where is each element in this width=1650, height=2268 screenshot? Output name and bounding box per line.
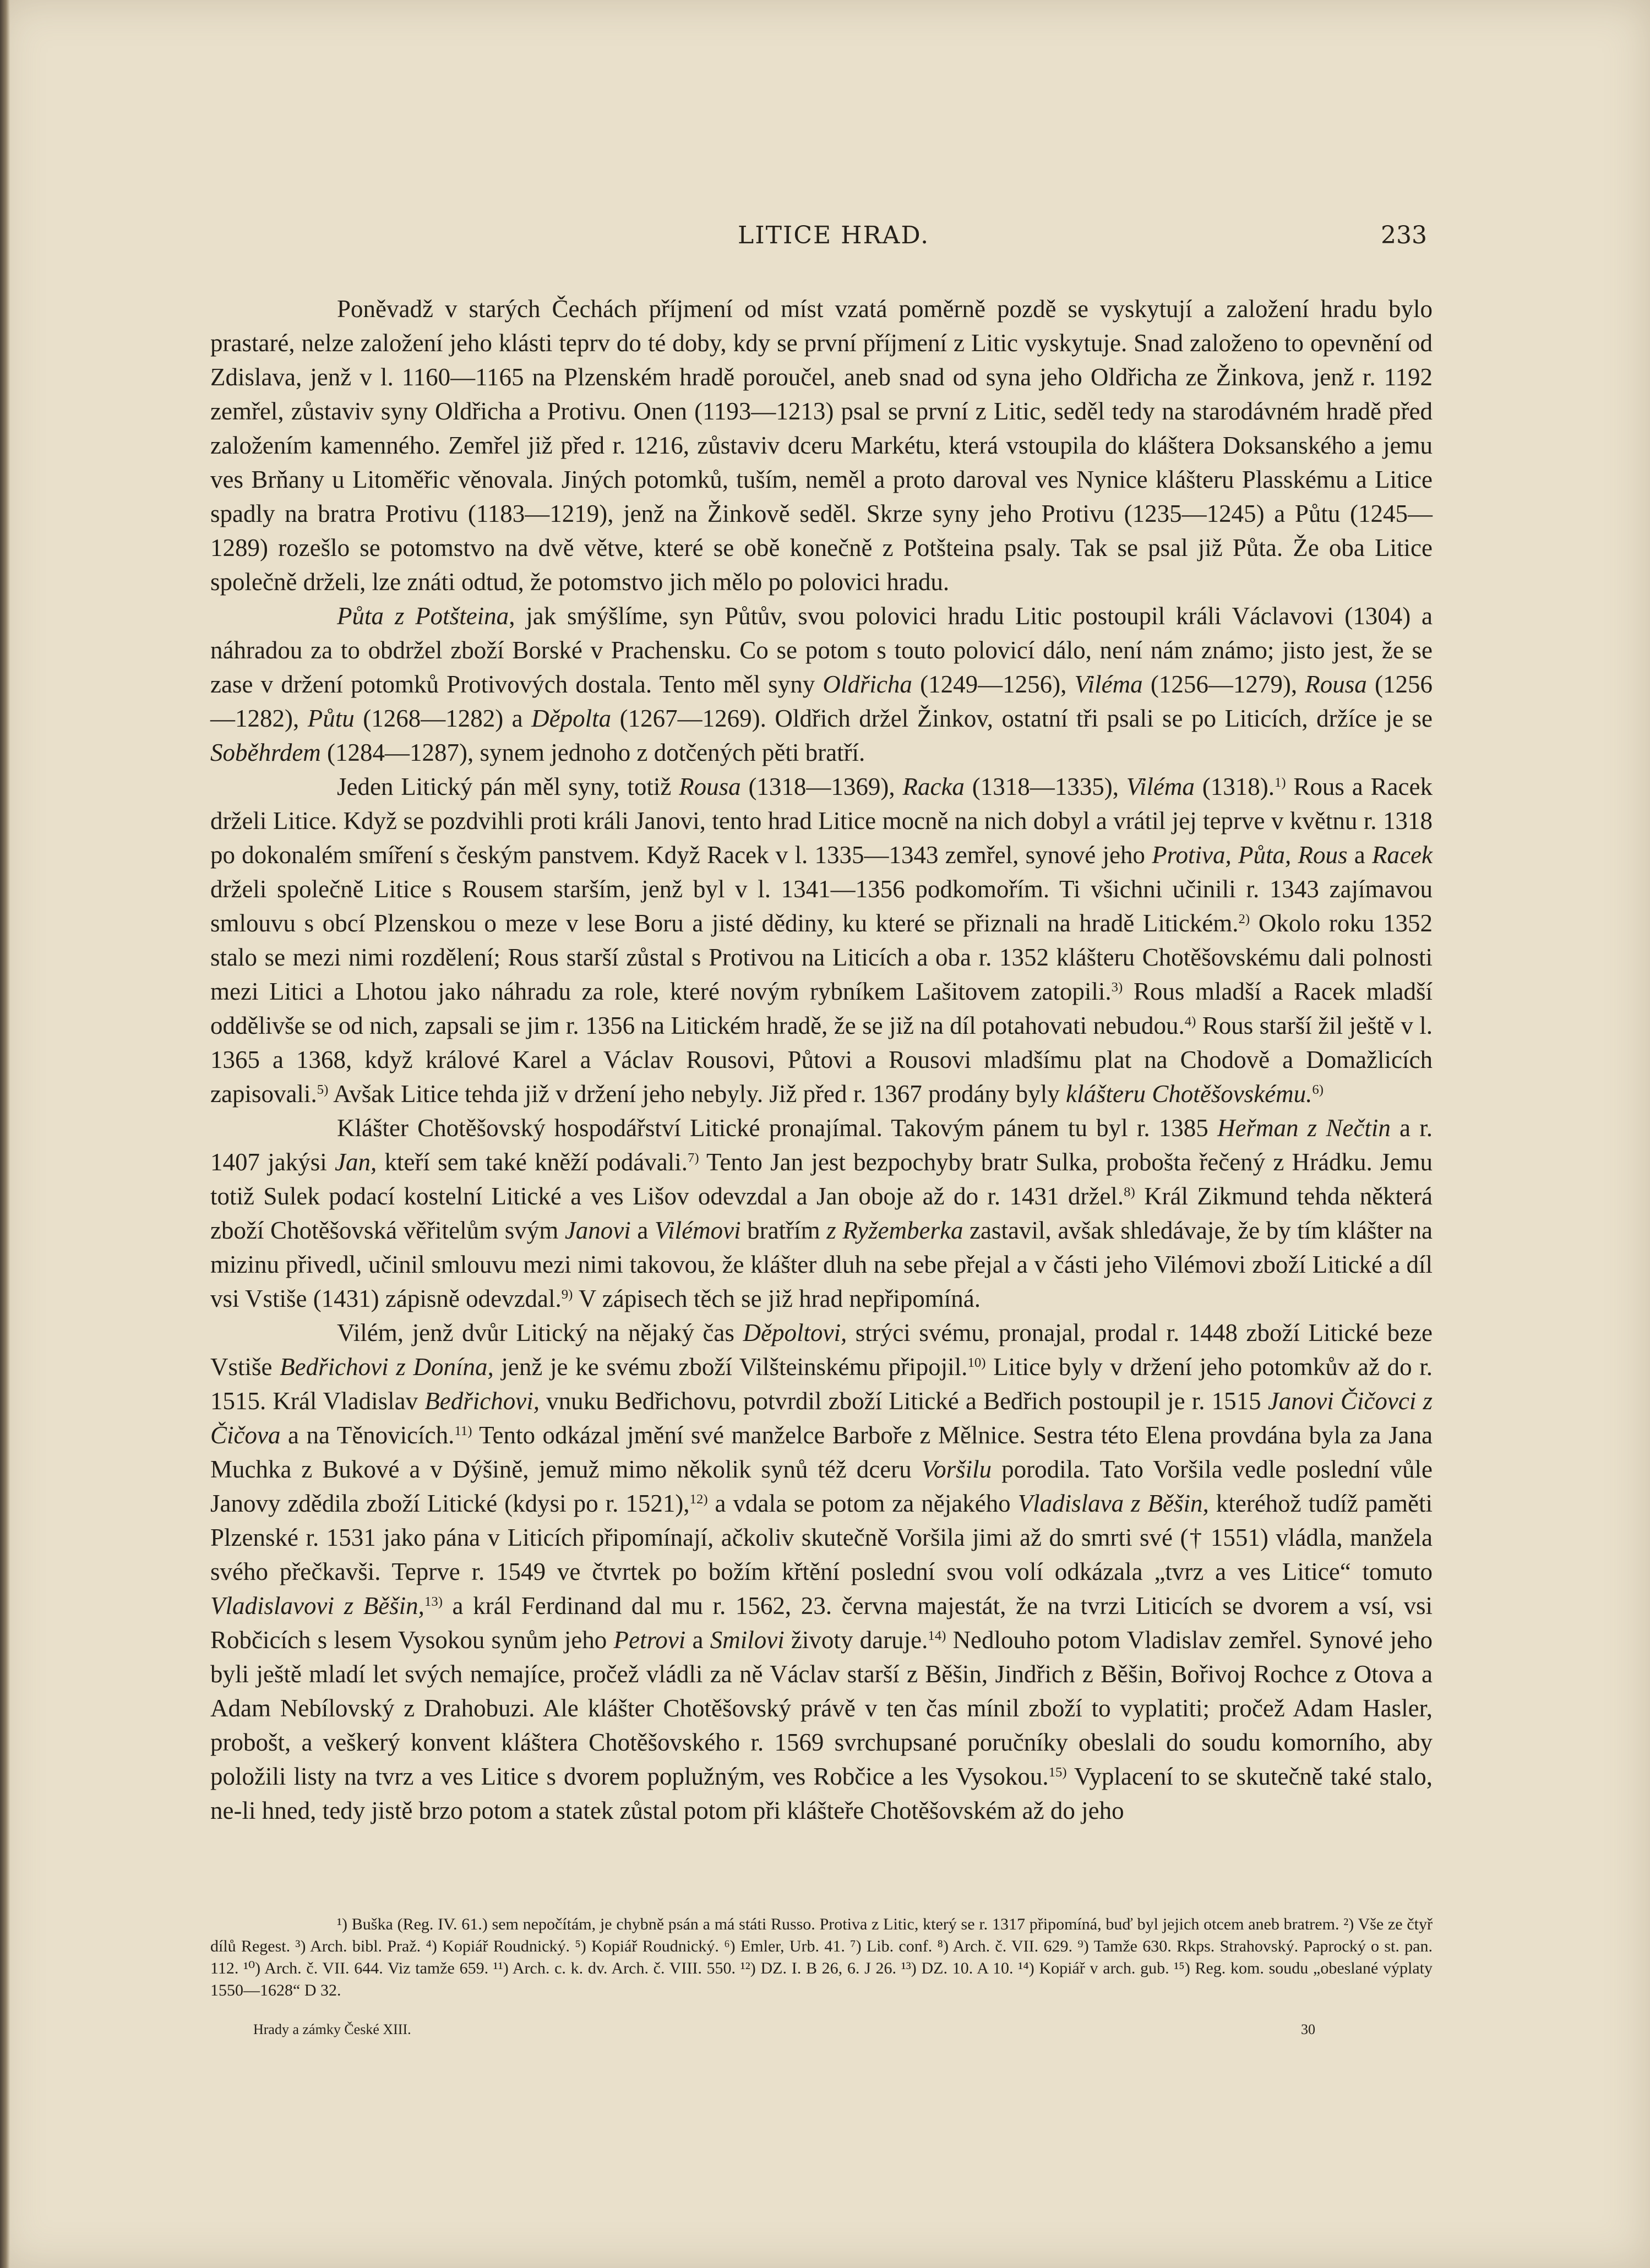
footnote-ref: 13) <box>424 1594 443 1610</box>
italic-run: Janovi <box>564 1217 631 1244</box>
text-run: Jeden Litický pán měl syny, totiž <box>337 773 679 800</box>
text-run: a r. 1407 jakýsi <box>210 1114 1433 1176</box>
text-run: Rous starší žil ještě v l. 1365 a 1368, když králové Karel a Václav Rousovi, Půtovi a Rousovi mladšímu plat na Chodově a Domažlicích zapisovali. <box>210 1012 1433 1108</box>
footnote-ref: 11) <box>454 1424 472 1439</box>
text-run: zastavil, avšak shledávaje, že by tím klášter na mizinu přivedl, učinil smlouvu mezi nimi takovou, že klášter dluh na sebe přejal a v části jeho Vilémovi zboží Litické a díl vsi Vstiše (1431) zápisně odevzdal. <box>210 1217 1433 1312</box>
text-run: jenž je ke svému zboží Vilšteinskému připojil. <box>493 1353 968 1381</box>
italic-run: Racka <box>902 773 965 800</box>
text-run: Klášter Chotěšovský hospodářství Litické pronajímal. Takovým pánem tu byl r. 1385 <box>337 1114 1217 1142</box>
italic-run: Heřman z Nečtin <box>1217 1114 1391 1142</box>
italic-run: Racek <box>1372 841 1433 869</box>
text-run: Poněvadž v starých Čechách příjmení od míst vzatá poměrně pozdě se vyskytují a založení hradu bylo prastaré, nelze založení jeho klásti teprv do té doby, kdy se první příjmení z Litic vyskytuje. Snad založeno to opevnění od Zdislava, jenž v l. 1160—1165 na Plzenském hradě poroučel, aneb snad od syna jeho Oldřicha ze Žinkova, jenž r. 1192 zemřel, zůstaviv syny Oldřicha a Protivu. Onen (1193—1213) psal se první z Litic, seděl tedy na starodávném hradě před založením kamenného. Zemřel již před r. 1216, zůstaviv dceru Markétu, která vstoupila do kláštera Doksanského a jemu ves Brňany u Litoměřic věnovala. Jiných potomků, tuším, neměl a proto daroval ves Nynice klášteru Plasskému a Litice spadly na bratra Protivu (1183—1219), jenž na Žinkově seděl. Skrze syny jeho Protivu (1235—1245) a Půtu (1245—1289) rozešlo se potomstvo na dvě větve, které se obě konečně z Potšteina psaly. Tak se psal již Půta. Že oba Litice společně drželi, lze znáti odtud, že potomstvo jich mělo po polovici hradu. <box>210 295 1433 596</box>
italic-run: Smilovi <box>710 1626 785 1654</box>
text-run: a vdala se potom za nějakého <box>707 1490 1018 1517</box>
italic-run: Rousa <box>679 773 741 800</box>
text-run: Nedlouho potom Vladislav zemřel. Synové jeho byli ještě mladí let svých nemajíce, pročež vládli za ně Václav starší z Běšin, Jindřich z Běšin, Bořivoj Rochce z Otova a Adam Nebílovský z Drahobuzi. Ale klášter Chotěšovský právě v ten čas mínil zboží to vyplatiti; pročež Adam Hasler, probošt, a veškerý konvent kláštera Chotěšovského r. 1569 svrchupsané poručníky obeslali do soudu komorního, aby položili listy na tvrz a ves Litice s dvorem poplužným, ves Robčice a les Vysokou. <box>210 1626 1433 1790</box>
text-run: (1318—1369), <box>740 773 903 800</box>
paragraph <box>210 1316 1433 1828</box>
footnote-ref: 3) <box>1111 980 1123 995</box>
italic-run: Soběhrdem <box>210 739 321 766</box>
footnote-ref: 9) <box>561 1287 573 1302</box>
text-run: V zápisech těch se již hrad nepřipomíná. <box>573 1285 981 1312</box>
printer-signature: Hrady a zámky České XIII. <box>253 2021 411 2037</box>
text-run: bratřím <box>740 1217 827 1244</box>
text-run: Avšak Litice tehda již v držení jeho nebyly. Již před r. 1367 prodány byly <box>328 1080 1066 1108</box>
italic-run: Viléma <box>1074 670 1143 698</box>
italic-run: Vladislava z Běšin, <box>1017 1490 1209 1517</box>
sheet-number: 30 <box>1301 2021 1315 2037</box>
text-run: a <box>630 1217 655 1244</box>
text-run: (1256—1282), <box>210 670 1433 732</box>
text-run: Tento Jan jest bezpochyby bratr Sulka, probošta řečený z Hrádku. Jemu totiž Sulek podací kostelní Litické a ves Lišov odevzdal a Jan oboje až do r. 1431 držel. <box>210 1148 1433 1210</box>
text-run: a na Těnovicích. <box>280 1421 455 1449</box>
text-run: Král Zikmund tehda některá zboží Chotěšovská věřitelům svým <box>210 1182 1433 1244</box>
italic-run: Voršilu <box>921 1455 992 1483</box>
italic-run: Petrovi <box>613 1626 686 1654</box>
italic-run: Viléma <box>1126 773 1195 800</box>
italic-run: Janovi Čičovci z Čičova <box>210 1387 1433 1449</box>
italic-run: Oldřicha <box>823 670 912 698</box>
footnote-ref: 7) <box>688 1151 699 1166</box>
text-run: (1256—1279), <box>1142 670 1305 698</box>
text-run: (1249—1256), <box>912 670 1075 698</box>
italic-run: Rousa <box>1305 670 1367 698</box>
italic-run: z Ryžemberka <box>826 1217 963 1244</box>
text-run: Tento odkázal jmění své manželce Barboře z Mělnice. Sestra této Elena provdána byla za Jana Muchka z Bukové a v Dýšině, jemuž mimo několik synů též dceru <box>210 1421 1433 1483</box>
text-run: Rous mladší a Racek mladší oddělivše se od nich, zapsali se jim r. 1356 na Litickém hradě, že se již na díl potahovati nebudou. <box>210 978 1433 1039</box>
text-run: a <box>685 1626 710 1654</box>
footnote-ref: 6) <box>1312 1082 1324 1098</box>
text-run: Litice byly v držení jeho potomkův až do r. 1515. Král Vladislav <box>210 1353 1433 1415</box>
italic-run: Půtu <box>307 705 355 732</box>
footnotes <box>210 1913 1433 2002</box>
text-run: a <box>1347 841 1373 869</box>
text-run: Vyplacení to se skutečně také stalo, ne-li hned, tedy jistě brzo potom a statek zůstal potom při klášteře Chotěšovském až do jeho <box>210 1763 1433 1824</box>
footnote-ref: 5) <box>317 1082 329 1098</box>
page-number: 233 <box>1381 221 1427 249</box>
text-run: strýci svému, pronajal, prodal r. 1448 zboží Litické beze Vstiše <box>210 1319 1433 1381</box>
footnote-ref: 4) <box>1184 1014 1196 1029</box>
text-run: a král Ferdinand dal mu r. 1562, 23. června majestát, že na tvrzi Liticích se dvorem a vsí, vsi Robčicích s lesem Vysokou synům jeho <box>210 1592 1433 1654</box>
footnote-text: ¹) Buška (Reg. IV. 61.) sem nepočítám, je chybně psán a má státi Russo. Protiva z Litic, který se r. 1317 připomíná, buď byl jejich otcem aneb bratrem. ²) Vše ze čtyř dílů Regest. ³) Arch. bibl. Praž. ⁴) Kopiář Roudnický. ⁵) Kopiář Roudnický. ⁶) Emler, Urb. 41. ⁷) Lib. conf. ⁸) Arch. č. VII. 629. ⁹) Tamže 630. Rkps. Strahovský. Paprocký o st. pan. 112. ¹⁰) Arch. č. VII. 644. Viz tamže 659. ¹¹) Arch. c. k. dv. Arch. č. VIII. 550. ¹²) DZ. I. B 26, 6. J 26. ¹³) DZ. 10. A 10. ¹⁴) Kopiář v arch. gub. ¹⁵) Reg. kom. soudu „obeslané výplaty 1550—1628“ D 32. <box>210 1915 1433 1999</box>
footnote-ref: 12) <box>689 1492 708 1507</box>
italic-run: Protiva, Půta, Rous <box>1152 841 1348 869</box>
text-run: , jak smýšlíme, syn Půtův, svou polovici hradu Litic postoupil králi Václavovi (1304) a náhradou za to obdržel zboží Borské v Prachensku. Co se potom s touto polovicí dálo, není nám známo; jisto jest, že se zase v držení potomků Protivových dostala. Tento měl syny <box>210 602 1433 698</box>
text-run: (1318—1335), <box>964 773 1126 800</box>
italic-run: Bedřichovi z Donína, <box>280 1353 494 1381</box>
paragraph <box>210 1111 1433 1316</box>
footnote-ref: 14) <box>928 1628 946 1644</box>
text-run: Vilém, jenž dvůr Litický na nějaký čas <box>337 1319 743 1346</box>
text-run: (1318). <box>1194 773 1275 800</box>
text-run: životy daruje. <box>784 1626 928 1654</box>
text-run: (1284—1287), synem jednoho z dotčených pěti bratří. <box>320 739 865 766</box>
italic-run: Půta z Potšteina <box>337 602 509 630</box>
italic-run: Jan, <box>334 1148 377 1176</box>
text-run: (1268—1282) a <box>354 705 532 732</box>
italic-run: Vilémovi <box>654 1217 741 1244</box>
paragraph <box>210 599 1433 770</box>
page-gutter <box>0 0 10 2268</box>
footnote-ref: 15) <box>1048 1765 1067 1780</box>
text-run: Rous a Racek drželi Litice. Když se pozdvihli proti králi Janovi, tento hrad Litice mocně na nich dobyl a vrátil jej teprve v květnu r. 1318 po dokonalém smíření s českým panstvem. Když Racek v l. 1335—1343 zemřel, synové jeho <box>210 773 1433 869</box>
italic-run: Vladislavovi z Běšin, <box>210 1592 424 1620</box>
text-run: drželi společně Litice s Rousem starším, jenž byl v l. 1341—1356 podkomořím. Ti všichni učinili r. 1343 zajímavou smlouvu s obcí Plzenskou o meze v lese Boru a jisté dědiny, ku které se přiznali na hradě Litickém. <box>210 875 1433 937</box>
italic-run: klášteru Chotěšovskému. <box>1065 1080 1313 1108</box>
text-run: (1267—1269). Oldřich držel Žinkov, ostatní tři psali se po Liticích, držíce je se <box>611 705 1433 732</box>
italic-run: Děpolta <box>531 705 612 732</box>
text-run: vnuku Bedřichovu, potvrdil zboží Litické a Bedřich postoupil je r. 1515 <box>539 1387 1268 1415</box>
running-header: LITICE HRAD. <box>738 221 930 249</box>
footnote-ref: 1) <box>1274 775 1286 790</box>
footnote-ref: 10) <box>967 1355 986 1371</box>
text-run: Okolo roku 1352 stalo se mezi nimi rozdělení; Rous starší zůstal s Protivou na Liticích a oba r. 1352 klášteru Chotěšovskému dali polnosti mezi Litici a Lhotou jako náhradu za role, které novým rybníkem Lašitovem zatopili. <box>210 909 1433 1005</box>
footnote-ref: 2) <box>1238 912 1250 927</box>
text-run: kteréhož tudíž paměti Plzenské r. 1531 jako pána v Liticích připomínají, ačkoliv skutečně Voršila jimi až do smrti své († 1551) vládla, manžela svého přečkavši. Teprve r. 1549 ve čtvrtek po božím křtění poslední svou volí odkázala „tvrz a ves Litice“ tomuto <box>210 1490 1433 1585</box>
paragraph <box>210 770 1433 1111</box>
text-run: kteří sem také kněží podávali. <box>377 1148 688 1176</box>
paragraph <box>210 292 1433 599</box>
footnote-ref: 8) <box>1124 1185 1135 1200</box>
text-run: porodila. Tato Voršila vedle poslední vůle Janovy zdědila zboží Litické (kdysi po r. 1521), <box>210 1455 1433 1517</box>
italic-run: Děpoltovi, <box>743 1319 847 1346</box>
italic-run: Bedřichovi, <box>424 1387 540 1415</box>
body-text <box>210 292 1433 2108</box>
